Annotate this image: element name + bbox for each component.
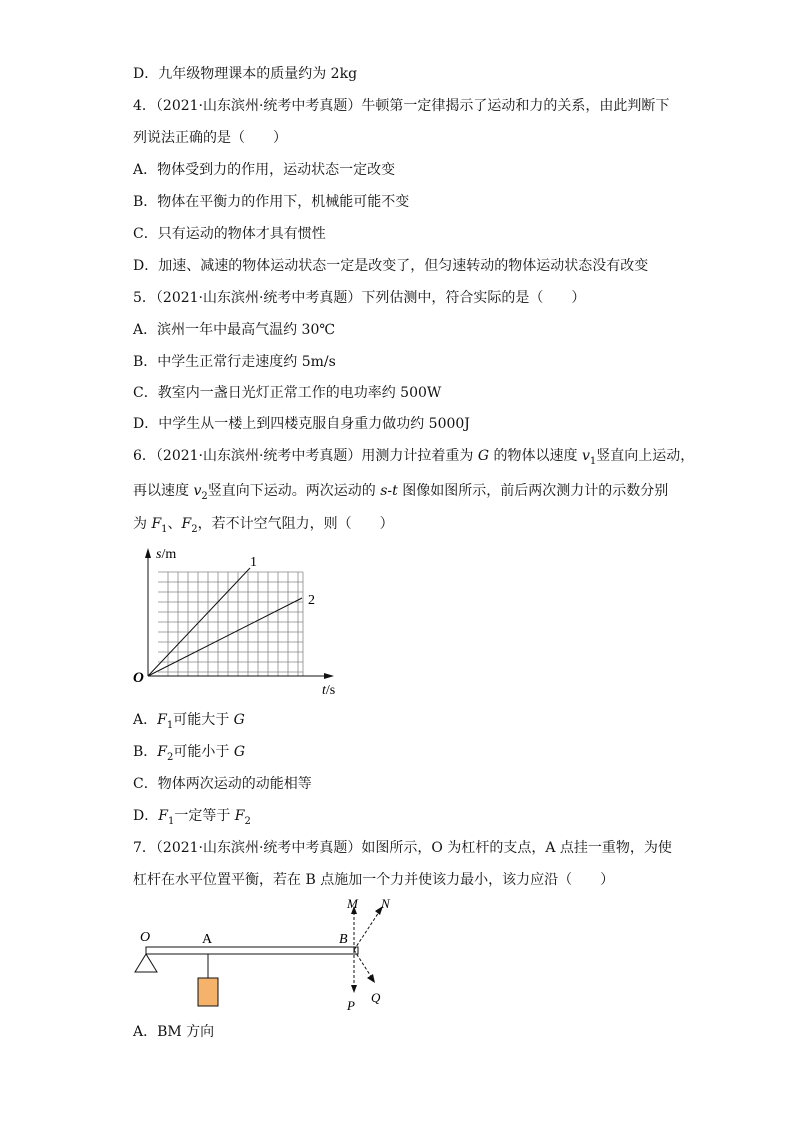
label-a: A xyxy=(202,932,213,947)
q6-stem-line3: 为 $F_1$、$F_2$，若不计空气阻力，则（ ） xyxy=(133,516,394,535)
q4-stem-line1: 4．（2021·山东滨州·统考中考真题）牛顿第一定律揭示了运动和力的关系，由此判断下 xyxy=(133,98,670,114)
x-axis-arrow-icon xyxy=(324,673,334,679)
q5-option-c: C．教室内一盏日光灯正常工作的电功率约 500W xyxy=(133,385,442,401)
q5-option-d: D．中学生从一楼上到四楼克服自身重力做功约 5000J xyxy=(133,416,470,432)
force-bn xyxy=(354,912,379,950)
graph-line-2 xyxy=(148,598,302,676)
label-p: P xyxy=(347,998,355,1013)
label-q: Q xyxy=(371,990,381,1005)
lever-bar xyxy=(146,947,358,954)
q5-stem: 5．（2021·山东滨州·统考中考真题）下列估测中，符合实际的是（ ） xyxy=(133,290,586,306)
graph-line-2-label: 2 xyxy=(308,593,315,608)
q6-stem-line1: 6．（2021·山东滨州·统考中考真题）用测力计拉着重为 G 的物体以速度 $v_1$竖直向上运动， xyxy=(133,448,695,467)
hanging-weight xyxy=(198,978,218,1006)
q4-option-b: B．物体在平衡力的作用下，机械能可能不变 xyxy=(133,194,410,210)
q4-stem-line2: 列说法正确的是（ ） xyxy=(133,130,287,146)
arrow-p-icon xyxy=(351,985,357,993)
q3-option-d: D．九年级物理课本的质量约为 2kg xyxy=(133,66,358,82)
q6-option-d: D．$F_1$一定等于 $F_2$ xyxy=(133,808,251,827)
q6-option-c: C．物体两次运动的动能相等 xyxy=(133,776,312,792)
label-b: B xyxy=(339,932,348,947)
q4-option-c: C．只有运动的物体才具有惯性 xyxy=(133,226,326,242)
q4-option-a: A．物体受到力的作用，运动状态一定改变 xyxy=(133,162,396,178)
q6-option-a: A．$F_1$可能大于 G xyxy=(133,712,245,731)
q7-stem-line2: 杠杆在水平位置平衡，若在 B 点施加一个力并使该力最小，该力应沿（ ） xyxy=(133,872,615,888)
q7-stem-line1: 7．（2021·山东滨州·统考中考真题）如图所示，O 为杠杆的支点，A 点挂一重物，为使 xyxy=(133,840,672,856)
q6-stem-line2: 再以速度 $v_2$竖直向下运动。两次运动的 s-t 图像如图所示，前后两次测力计的示数分别 xyxy=(133,483,669,502)
lever-diagram xyxy=(128,892,398,1017)
st-graph xyxy=(128,542,348,702)
label-o: O xyxy=(140,930,151,945)
y-axis-label: s/m xyxy=(156,547,177,562)
q4-option-d: D．加速、减速的物体运动状态一定是改变了，但匀速转动的物体运动状态没有改变 xyxy=(133,258,649,274)
fulcrum xyxy=(135,954,157,972)
graph-origin-label: O xyxy=(133,670,144,686)
q6-option-b: B．$F_2$可能小于 G xyxy=(133,744,246,763)
arrow-q-icon xyxy=(367,974,375,983)
q5-option-b: B．中学生正常行走速度约 5m/s xyxy=(133,354,336,370)
q5-option-a: A．滨州一年中最高气温约 30℃ xyxy=(133,322,336,338)
label-n: N xyxy=(381,896,390,911)
y-axis-arrow-icon xyxy=(145,548,151,558)
x-axis-label: t/s xyxy=(322,683,336,698)
label-m: M xyxy=(347,896,358,911)
graph-line-1-label: 1 xyxy=(250,555,257,570)
q7-option-a: A．BM 方向 xyxy=(133,1024,215,1040)
